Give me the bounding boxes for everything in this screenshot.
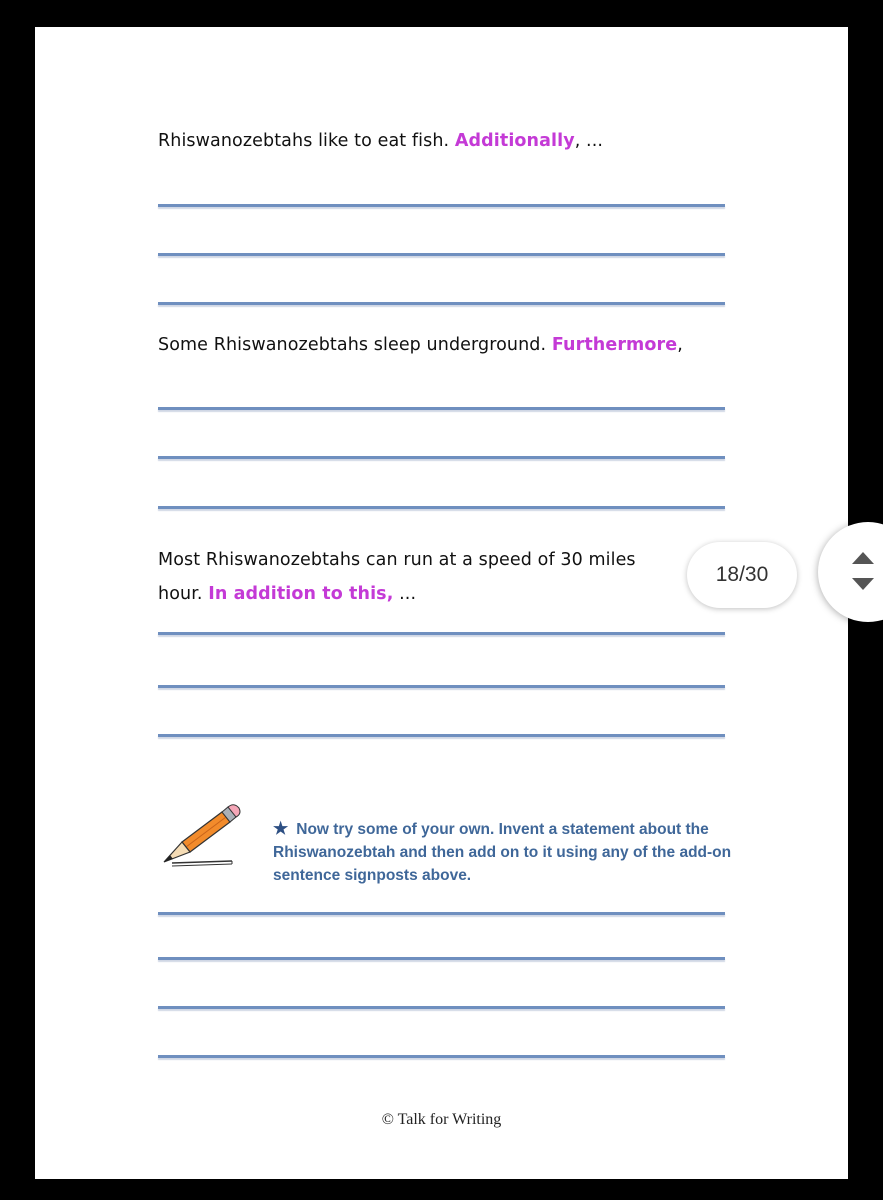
prompt-1-text: Rhiswanozebtahs like to eat fish. [158, 131, 455, 151]
writing-line [158, 253, 725, 256]
writing-line [158, 685, 725, 688]
star-icon: ★ [273, 819, 289, 838]
page-indicator [687, 542, 797, 608]
footer-copyright: © Talk for Writing [381, 1111, 502, 1128]
prompt-1 [158, 124, 728, 158]
page-number-text: 18/30 [715, 563, 769, 586]
writing-line [158, 506, 725, 509]
writing-line [158, 302, 725, 305]
prompt-3-text: Most Rhiswanozebtahs can run at a speed of 30 miles [158, 550, 636, 570]
writing-line [158, 204, 725, 207]
writing-line [158, 1055, 725, 1058]
prompt-2-text: Some Rhiswanozebtahs sleep underground. [158, 335, 552, 355]
writing-line [158, 912, 725, 915]
arrow-down-icon [852, 578, 874, 590]
writing-line [158, 632, 725, 635]
writing-line [158, 456, 725, 459]
writing-line [158, 734, 725, 737]
writing-line [158, 407, 725, 410]
prompt-3 [158, 543, 728, 611]
signpost-in-addition: In addition to this, [208, 584, 394, 604]
writing-line [158, 957, 725, 960]
pencil-icon [160, 802, 242, 870]
signpost-additionally: Additionally [454, 131, 575, 151]
arrow-up-icon [852, 552, 874, 564]
signpost-furthermore: Furthermore [551, 335, 678, 355]
prompt-3-tail: ... [393, 584, 417, 604]
instruction-note [273, 817, 733, 887]
writing-line [158, 1006, 725, 1009]
prompt-3-line2: hour. [158, 584, 209, 604]
instruction-text: Now try some of your own. Invent a statement about the Rhiswanozebtah and then add on to it using any of the add-on sentence signposts above. [273, 821, 732, 884]
prompt-1-tail: , ... [574, 131, 604, 151]
prompt-2 [158, 328, 728, 362]
prompt-2-tail: , [677, 335, 683, 355]
